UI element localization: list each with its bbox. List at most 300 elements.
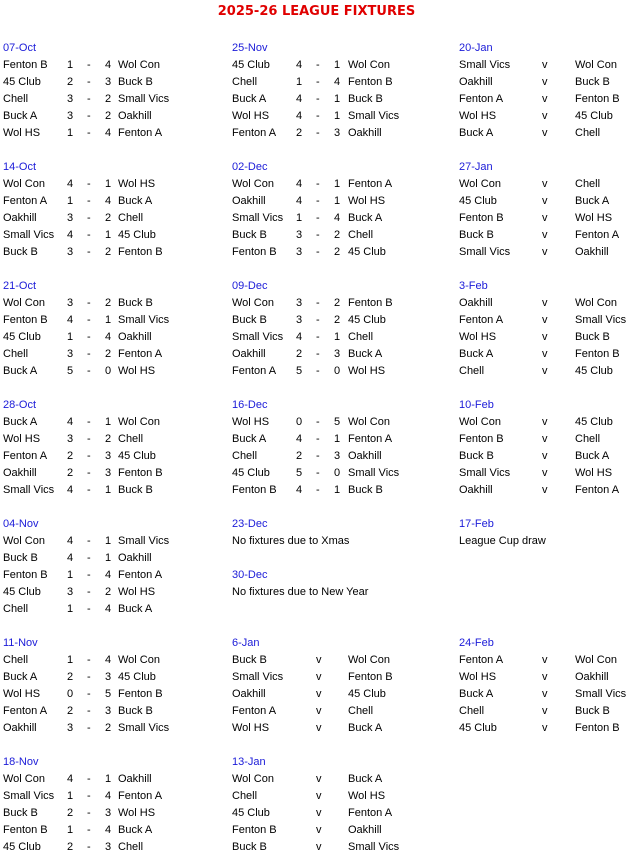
- home-team: Fenton B: [3, 314, 48, 326]
- away-score: 2: [105, 586, 112, 598]
- away-team: Fenton A: [348, 433, 393, 445]
- home-team: 45 Club: [232, 807, 270, 819]
- home-score: 2: [67, 705, 74, 717]
- score-separator: -: [87, 127, 91, 139]
- fixture-date: 6-Jan: [232, 637, 260, 649]
- away-team: 45 Club: [575, 416, 613, 428]
- fixture-date: 30-Dec: [232, 569, 268, 581]
- fixture-row: [232, 346, 457, 363]
- home-team: Buck B: [232, 314, 267, 326]
- score-separator: -: [87, 671, 91, 683]
- away-score: 3: [105, 841, 112, 853]
- fixture-date: 27-Jan: [459, 161, 493, 173]
- fixture-row: [3, 550, 228, 567]
- score-separator: v: [316, 773, 322, 785]
- home-team: Oakhill: [232, 348, 266, 360]
- score-separator: -: [87, 603, 91, 615]
- away-team: Wol Con: [118, 416, 160, 428]
- away-score: 1: [334, 195, 341, 207]
- score-separator: v: [542, 467, 548, 479]
- home-score: 1: [67, 195, 74, 207]
- score-separator: v: [542, 671, 548, 683]
- home-score: 3: [67, 246, 74, 258]
- away-score: 2: [105, 110, 112, 122]
- home-team: Buck A: [3, 110, 38, 122]
- home-team: Small Vics: [232, 212, 284, 224]
- fixture-date: 04-Nov: [3, 518, 39, 530]
- home-score: 4: [67, 314, 74, 326]
- fixture-row: [232, 295, 457, 312]
- home-team: Wol Con: [459, 178, 501, 190]
- score-separator: v: [542, 416, 548, 428]
- score-separator: v: [542, 229, 548, 241]
- score-separator: -: [87, 416, 91, 428]
- away-team: Small Vics: [118, 93, 170, 105]
- away-team: Fenton B: [118, 467, 163, 479]
- home-team: 45 Club: [232, 467, 270, 479]
- away-team: Buck B: [575, 331, 610, 343]
- away-team: Wol Con: [348, 416, 390, 428]
- away-team: Chell: [348, 331, 374, 343]
- fixture-row: [3, 567, 228, 584]
- score-separator: -: [316, 178, 320, 190]
- score-separator: -: [87, 688, 91, 700]
- fixture-row: [232, 669, 457, 686]
- fixture-note: League Cup draw: [459, 535, 546, 547]
- away-team: Small Vics: [348, 467, 400, 479]
- home-team: Wol Con: [232, 178, 274, 190]
- fixture-row: [3, 839, 228, 856]
- away-score: 2: [105, 433, 112, 445]
- away-score: 4: [105, 569, 112, 581]
- away-score: 3: [334, 127, 341, 139]
- score-separator: -: [87, 654, 91, 666]
- fixture-row: [3, 329, 228, 346]
- fixture-row: [459, 57, 631, 74]
- score-separator: -: [87, 450, 91, 462]
- fixture-row: [3, 482, 228, 499]
- home-team: Wol HS: [232, 722, 270, 734]
- score-separator: v: [542, 314, 548, 326]
- away-team: Buck A: [575, 195, 610, 207]
- fixture-row: [232, 788, 457, 805]
- away-team: Wol HS: [118, 807, 156, 819]
- score-separator: -: [316, 484, 320, 496]
- away-team: 45 Club: [348, 246, 386, 258]
- away-team: Buck B: [348, 484, 383, 496]
- score-separator: -: [87, 229, 91, 241]
- away-score: 1: [105, 552, 112, 564]
- home-score: 1: [67, 654, 74, 666]
- fixture-date: 02-Dec: [232, 161, 268, 173]
- score-separator: -: [316, 229, 320, 241]
- away-score: 1: [105, 229, 112, 241]
- home-team: Buck A: [232, 433, 267, 445]
- away-team: Chell: [575, 178, 601, 190]
- home-team: Small Vics: [3, 790, 55, 802]
- home-team: Wol HS: [459, 110, 497, 122]
- away-team: Fenton A: [118, 569, 163, 581]
- fixture-column: [459, 0, 631, 856]
- fixture-row: [459, 108, 631, 125]
- away-score: 1: [334, 178, 341, 190]
- fixture-row: [459, 669, 631, 686]
- home-team: Fenton A: [459, 314, 504, 326]
- home-score: 3: [67, 433, 74, 445]
- home-score: 2: [67, 450, 74, 462]
- fixture-row: [3, 431, 228, 448]
- fixture-row: [459, 91, 631, 108]
- fixture-row: [459, 312, 631, 329]
- score-separator: -: [87, 705, 91, 717]
- away-score: 4: [105, 59, 112, 71]
- score-separator: -: [87, 807, 91, 819]
- fixture-row: [3, 669, 228, 686]
- fixture-row: [459, 295, 631, 312]
- home-team: Oakhill: [459, 297, 493, 309]
- home-team: Buck B: [3, 552, 38, 564]
- away-team: Oakhill: [348, 127, 382, 139]
- fixture-row: [232, 652, 457, 669]
- fixture-date: 20-Jan: [459, 42, 493, 54]
- fixture-date: 09-Dec: [232, 280, 268, 292]
- score-separator: -: [87, 178, 91, 190]
- home-team: 45 Club: [3, 841, 41, 853]
- fixture-row: [232, 244, 457, 261]
- fixture-row: [3, 363, 228, 380]
- score-separator: v: [316, 688, 322, 700]
- away-score: 3: [105, 807, 112, 819]
- away-team: Oakhill: [118, 331, 152, 343]
- home-score: 4: [296, 59, 303, 71]
- home-score: 4: [67, 416, 74, 428]
- away-team: Fenton A: [348, 807, 393, 819]
- away-team: Chell: [575, 433, 601, 445]
- home-score: 1: [67, 331, 74, 343]
- fixture-row: [232, 465, 457, 482]
- fixture-row: [459, 686, 631, 703]
- score-separator: v: [542, 722, 548, 734]
- home-team: 45 Club: [3, 586, 41, 598]
- away-score: 3: [105, 450, 112, 462]
- away-score: 3: [105, 467, 112, 479]
- home-team: Oakhill: [3, 722, 37, 734]
- fixture-row: [3, 91, 228, 108]
- away-team: Buck A: [348, 348, 383, 360]
- away-score: 5: [334, 416, 341, 428]
- fixture-row: [232, 312, 457, 329]
- home-score: 3: [67, 93, 74, 105]
- fixture-row: [3, 193, 228, 210]
- fixture-row: [3, 74, 228, 91]
- away-team: Small Vics: [118, 314, 170, 326]
- away-team: 45 Club: [348, 314, 386, 326]
- home-team: Chell: [232, 790, 258, 802]
- score-separator: -: [316, 314, 320, 326]
- home-team: 45 Club: [3, 76, 41, 88]
- home-team: Buck A: [459, 688, 494, 700]
- fixture-row: [3, 465, 228, 482]
- home-team: Buck B: [459, 229, 494, 241]
- home-score: 1: [67, 59, 74, 71]
- away-score: 4: [105, 603, 112, 615]
- fixture-row: [232, 805, 457, 822]
- away-score: 4: [105, 824, 112, 836]
- score-separator: v: [542, 76, 548, 88]
- home-score: 2: [67, 841, 74, 853]
- score-separator: v: [542, 212, 548, 224]
- home-team: Wol HS: [459, 671, 497, 683]
- fixture-row: [3, 652, 228, 669]
- home-score: 4: [67, 535, 74, 547]
- away-score: 2: [105, 348, 112, 360]
- score-separator: -: [316, 246, 320, 258]
- away-team: 45 Club: [348, 688, 386, 700]
- home-score: 1: [67, 569, 74, 581]
- score-separator: v: [542, 365, 548, 377]
- score-separator: -: [87, 93, 91, 105]
- away-score: 4: [105, 654, 112, 666]
- fixture-row: [3, 788, 228, 805]
- score-separator: v: [542, 59, 548, 71]
- away-team: Small Vics: [575, 314, 627, 326]
- away-team: Wol HS: [348, 195, 386, 207]
- away-team: Small Vics: [348, 110, 400, 122]
- away-score: 1: [334, 484, 341, 496]
- fixture-row: [232, 227, 457, 244]
- home-team: Oakhill: [459, 76, 493, 88]
- home-score: 3: [67, 297, 74, 309]
- fixture-row: [232, 91, 457, 108]
- home-team: Wol HS: [232, 110, 270, 122]
- away-team: Oakhill: [348, 824, 382, 836]
- home-score: 4: [296, 484, 303, 496]
- home-score: 4: [296, 178, 303, 190]
- fixture-row: [459, 346, 631, 363]
- home-team: Fenton B: [232, 484, 277, 496]
- away-team: Buck A: [118, 603, 153, 615]
- score-separator: -: [87, 365, 91, 377]
- score-separator: v: [316, 824, 322, 836]
- fixture-row: [459, 125, 631, 142]
- home-team: Wol Con: [232, 297, 274, 309]
- score-separator: -: [316, 297, 320, 309]
- home-team: Buck A: [459, 348, 494, 360]
- score-separator: -: [87, 535, 91, 547]
- away-score: 2: [105, 93, 112, 105]
- home-team: Chell: [3, 348, 29, 360]
- fixture-row: [459, 329, 631, 346]
- away-team: Oakhill: [118, 773, 152, 785]
- fixture-row: [3, 108, 228, 125]
- away-score: 1: [334, 93, 341, 105]
- home-score: 3: [296, 297, 303, 309]
- fixture-column: [3, 0, 228, 856]
- home-score: 2: [296, 450, 303, 462]
- home-score: 4: [67, 229, 74, 241]
- away-team: Buck B: [575, 705, 610, 717]
- away-team: Buck B: [575, 76, 610, 88]
- fixture-row: [459, 414, 631, 431]
- away-team: Wol Con: [348, 654, 390, 666]
- away-score: 2: [105, 246, 112, 258]
- fixture-row: [459, 74, 631, 91]
- fixture-row: [232, 108, 457, 125]
- away-score: 1: [105, 314, 112, 326]
- home-score: 3: [296, 229, 303, 241]
- away-team: 45 Club: [118, 450, 156, 462]
- away-score: 4: [105, 127, 112, 139]
- home-score: 3: [296, 314, 303, 326]
- away-score: 2: [105, 722, 112, 734]
- away-score: 3: [334, 450, 341, 462]
- fixture-row: [232, 720, 457, 737]
- away-team: Fenton A: [118, 127, 163, 139]
- fixture-date: 14-Oct: [3, 161, 37, 173]
- home-team: Wol HS: [3, 688, 41, 700]
- away-score: 4: [105, 790, 112, 802]
- home-team: Chell: [459, 365, 485, 377]
- fixture-row: [232, 482, 457, 499]
- fixture-row: [3, 312, 228, 329]
- fixture-row: [232, 822, 457, 839]
- score-separator: v: [316, 705, 322, 717]
- fixture-row: [232, 74, 457, 91]
- score-separator: -: [316, 212, 320, 224]
- home-team: Chell: [3, 603, 29, 615]
- home-team: Buck A: [3, 671, 38, 683]
- home-team: Fenton B: [3, 59, 48, 71]
- away-team: Chell: [118, 212, 144, 224]
- home-score: 1: [67, 790, 74, 802]
- home-team: Oakhill: [3, 212, 37, 224]
- score-separator: v: [542, 297, 548, 309]
- home-score: 3: [67, 348, 74, 360]
- score-separator: -: [87, 824, 91, 836]
- away-team: Oakhill: [348, 450, 382, 462]
- fixture-row: [232, 431, 457, 448]
- away-team: Fenton B: [348, 671, 393, 683]
- away-score: 3: [105, 671, 112, 683]
- fixture-row: [3, 176, 228, 193]
- away-team: Fenton A: [348, 178, 393, 190]
- fixture-date: 11-Nov: [3, 637, 38, 649]
- fixture-row: [232, 839, 457, 856]
- home-team: Oakhill: [232, 195, 266, 207]
- fixture-row: [3, 533, 228, 550]
- home-score: 3: [67, 212, 74, 224]
- away-score: 4: [105, 195, 112, 207]
- home-team: Buck B: [3, 246, 38, 258]
- home-team: Buck A: [459, 127, 494, 139]
- away-team: Buck A: [118, 195, 153, 207]
- home-team: Buck A: [3, 365, 38, 377]
- home-score: 2: [296, 348, 303, 360]
- home-team: Fenton B: [3, 824, 48, 836]
- home-team: Wol Con: [3, 178, 45, 190]
- away-score: 1: [334, 110, 341, 122]
- home-score: 5: [67, 365, 74, 377]
- home-team: 45 Club: [459, 195, 497, 207]
- away-team: Fenton B: [575, 348, 620, 360]
- score-separator: -: [316, 348, 320, 360]
- fixture-note: No fixtures due to Xmas: [232, 535, 350, 547]
- score-separator: -: [316, 365, 320, 377]
- score-separator: v: [542, 450, 548, 462]
- score-separator: -: [316, 127, 320, 139]
- away-team: 45 Club: [118, 229, 156, 241]
- home-score: 1: [296, 212, 303, 224]
- fixture-row: [459, 227, 631, 244]
- fixture-row: [232, 57, 457, 74]
- home-team: Small Vics: [459, 59, 511, 71]
- away-team: Oakhill: [118, 552, 152, 564]
- away-team: Buck A: [348, 212, 383, 224]
- home-score: 1: [296, 76, 303, 88]
- score-separator: v: [542, 195, 548, 207]
- away-team: Buck B: [118, 297, 153, 309]
- score-separator: v: [542, 654, 548, 666]
- home-score: 4: [296, 93, 303, 105]
- fixture-row: [3, 210, 228, 227]
- fixture-row: [459, 720, 631, 737]
- away-team: Fenton A: [118, 348, 163, 360]
- away-score: 1: [105, 773, 112, 785]
- away-team: Fenton B: [348, 297, 393, 309]
- home-team: Small Vics: [459, 467, 511, 479]
- away-score: 2: [334, 297, 341, 309]
- score-separator: -: [87, 569, 91, 581]
- away-score: 4: [334, 76, 341, 88]
- home-score: 1: [67, 824, 74, 836]
- away-team: Chell: [348, 229, 374, 241]
- away-score: 1: [334, 59, 341, 71]
- away-team: Buck B: [348, 93, 383, 105]
- home-team: 45 Club: [232, 59, 270, 71]
- away-score: 3: [105, 76, 112, 88]
- away-score: 3: [105, 705, 112, 717]
- fixture-column: [232, 0, 457, 856]
- away-team: Fenton A: [118, 790, 163, 802]
- fixture-row: [3, 227, 228, 244]
- home-score: 2: [67, 76, 74, 88]
- home-score: 4: [296, 433, 303, 445]
- fixture-date: 24-Feb: [459, 637, 494, 649]
- away-score: 1: [105, 535, 112, 547]
- away-score: 3: [334, 348, 341, 360]
- home-team: Small Vics: [232, 671, 284, 683]
- score-separator: v: [316, 654, 322, 666]
- away-team: Buck B: [118, 705, 153, 717]
- fixture-row: [3, 346, 228, 363]
- fixture-row: [459, 652, 631, 669]
- away-team: Chell: [575, 127, 601, 139]
- away-team: Buck A: [575, 450, 610, 462]
- fixture-row: [459, 448, 631, 465]
- away-score: 4: [105, 331, 112, 343]
- fixture-row: [3, 125, 228, 142]
- away-team: Fenton B: [575, 722, 620, 734]
- score-separator: v: [542, 433, 548, 445]
- home-team: Wol Con: [232, 773, 274, 785]
- home-score: 3: [67, 110, 74, 122]
- score-separator: -: [87, 297, 91, 309]
- home-team: Fenton A: [459, 654, 504, 666]
- away-team: Fenton A: [575, 229, 620, 241]
- fixture-row: [3, 771, 228, 788]
- fixture-row: [232, 686, 457, 703]
- away-score: 1: [105, 484, 112, 496]
